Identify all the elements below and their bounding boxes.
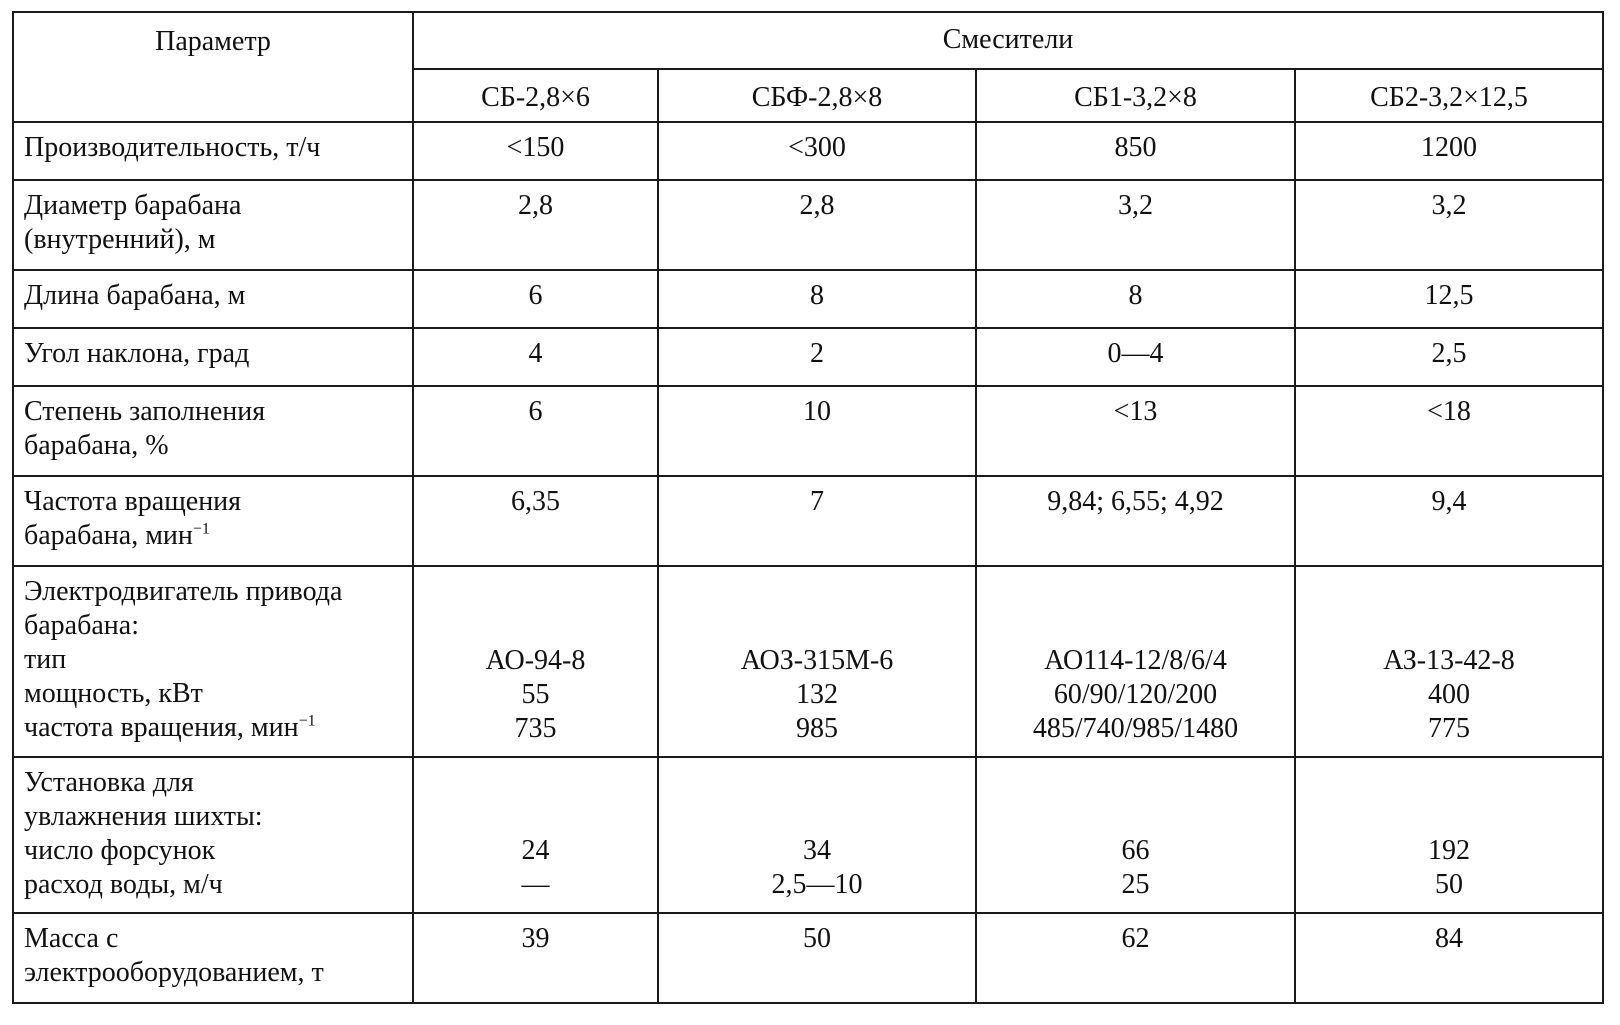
row-label-line: Установка для bbox=[24, 767, 194, 798]
cell-value: <13 bbox=[976, 386, 1295, 476]
cell-value: 50 bbox=[1435, 869, 1463, 900]
cell-value: <18 bbox=[1295, 386, 1603, 476]
row-label-line: Степень заполнения bbox=[24, 396, 266, 427]
cell-value: 7 bbox=[658, 476, 976, 566]
cell-value: 9,84; 6,55; 4,92 bbox=[976, 476, 1295, 566]
cell-value: АО-94-8 bbox=[485, 645, 586, 676]
cell-value: 132 bbox=[796, 679, 838, 710]
mixers-spec-table-container bbox=[12, 11, 1604, 1004]
cell-value: 50 bbox=[658, 913, 976, 1003]
cell-value: АЗ-13-42-8 bbox=[1383, 645, 1515, 676]
cell-value: 6 bbox=[413, 386, 658, 476]
row-label-line: барабана, % bbox=[24, 430, 169, 461]
row-label-line: Масса с bbox=[24, 923, 119, 954]
cell-value: 55 bbox=[521, 679, 550, 710]
cell-value: 2,8 bbox=[413, 180, 658, 270]
cell-value: 25 bbox=[1121, 869, 1150, 900]
row-label bbox=[13, 180, 413, 270]
table-row-length bbox=[13, 270, 1603, 328]
cell-value: 6 bbox=[413, 270, 658, 328]
cell-value: 192 bbox=[1428, 835, 1470, 866]
row-label-line: Частота вращения bbox=[24, 486, 242, 517]
cell-value-group bbox=[413, 757, 658, 913]
row-label-line: Диаметр барабана bbox=[24, 190, 242, 221]
cell-value: 3,2 bbox=[1295, 180, 1603, 270]
superscript: −1 bbox=[298, 712, 316, 730]
cell-value: 84 bbox=[1295, 913, 1603, 1003]
mixer-header-sb2-3-2x12-5: СБ2-3,2×12,5 bbox=[1295, 69, 1603, 122]
cell-value-group bbox=[658, 757, 976, 913]
cell-value: 8 bbox=[658, 270, 976, 328]
cell-value-group bbox=[976, 566, 1295, 757]
cell-value: 775 bbox=[1428, 713, 1470, 744]
cell-value: 2,8 bbox=[658, 180, 976, 270]
cell-value-group bbox=[1295, 757, 1603, 913]
row-label-text: частота вращения, мин bbox=[24, 712, 299, 743]
cell-value-group bbox=[413, 566, 658, 757]
cell-value-group bbox=[658, 566, 976, 757]
table-row-humidifier bbox=[13, 757, 1603, 913]
row-label-line: (внутренний), м bbox=[24, 224, 216, 255]
cell-value: 4 bbox=[413, 328, 658, 386]
table-row-fill-degree bbox=[13, 386, 1603, 476]
row-label: Угол наклона, град bbox=[13, 328, 413, 386]
mixers-spec-table bbox=[12, 11, 1604, 1004]
cell-value: 60/90/120/200 bbox=[1053, 679, 1218, 710]
cell-value: 850 bbox=[976, 122, 1295, 180]
cell-value: АОЗ-315М-6 bbox=[740, 645, 894, 676]
row-label-line bbox=[24, 711, 412, 745]
cell-value-group bbox=[1295, 566, 1603, 757]
mixers-group-header: Смесители bbox=[413, 12, 1603, 69]
cell-value: 985 bbox=[796, 713, 838, 744]
cell-value: 0—4 bbox=[976, 328, 1295, 386]
row-label-line: барабана: bbox=[24, 610, 139, 641]
row-label bbox=[13, 566, 413, 757]
cell-value: 2,5 bbox=[1295, 328, 1603, 386]
cell-value: 735 bbox=[514, 713, 557, 744]
table-row-rotation-frequency bbox=[13, 476, 1603, 566]
cell-value: 66 bbox=[1121, 835, 1150, 866]
cell-value: <300 bbox=[658, 122, 976, 180]
cell-value: 62 bbox=[976, 913, 1295, 1003]
cell-value: 1200 bbox=[1295, 122, 1603, 180]
row-label-line: Электродвигатель привода bbox=[24, 576, 343, 607]
row-label bbox=[13, 476, 413, 566]
cell-value: 2,5—10 bbox=[771, 869, 863, 900]
mixer-header-sbf-2-8x8: СБФ-2,8×8 bbox=[658, 69, 976, 122]
table-row-angle bbox=[13, 328, 1603, 386]
cell-value: 24 bbox=[521, 835, 550, 866]
table-row-diameter bbox=[13, 180, 1603, 270]
cell-value: 9,4 bbox=[1295, 476, 1603, 566]
cell-value: — bbox=[521, 869, 550, 900]
cell-value: 34 bbox=[803, 835, 831, 866]
row-label-line: электрооборудованием, т bbox=[24, 957, 324, 988]
cell-value: 400 bbox=[1428, 679, 1470, 710]
cell-value-group bbox=[976, 757, 1295, 913]
cell-value: 10 bbox=[658, 386, 976, 476]
cell-value: 8 bbox=[976, 270, 1295, 328]
row-label bbox=[13, 386, 413, 476]
superscript: −1 bbox=[192, 520, 210, 538]
row-label-line bbox=[24, 519, 412, 553]
table-row-motor bbox=[13, 566, 1603, 757]
cell-value: <150 bbox=[413, 122, 658, 180]
row-label-line: расход воды, м/ч bbox=[24, 869, 223, 900]
mixer-header-sb1-3-2x8: СБ1-3,2×8 bbox=[976, 69, 1295, 122]
cell-value: 12,5 bbox=[1295, 270, 1603, 328]
cell-value: 2 bbox=[658, 328, 976, 386]
row-label bbox=[13, 757, 413, 913]
row-label: Производительность, т/ч bbox=[13, 122, 413, 180]
cell-value: 6,35 bbox=[413, 476, 658, 566]
table-row-mass bbox=[13, 913, 1603, 1003]
cell-value: 485/740/985/1480 bbox=[1032, 713, 1239, 744]
row-label-line: увлажнения шихты: bbox=[24, 801, 263, 832]
row-label: Длина барабана, м bbox=[13, 270, 413, 328]
param-column-header: Параметр bbox=[13, 12, 413, 122]
table-row-productivity bbox=[13, 122, 1603, 180]
cell-value: 3,2 bbox=[976, 180, 1295, 270]
row-label-line: тип bbox=[24, 644, 67, 675]
cell-value: 39 bbox=[413, 913, 658, 1003]
mixer-header-sb-2-8x6: СБ-2,8×6 bbox=[413, 69, 658, 122]
row-label bbox=[13, 913, 413, 1003]
row-label-line: мощность, кВт bbox=[24, 678, 203, 709]
row-label-text: барабана, мин bbox=[24, 520, 193, 551]
cell-value: АО114-12/8/6/4 bbox=[1044, 645, 1227, 676]
row-label-line: число форсунок bbox=[24, 835, 216, 866]
